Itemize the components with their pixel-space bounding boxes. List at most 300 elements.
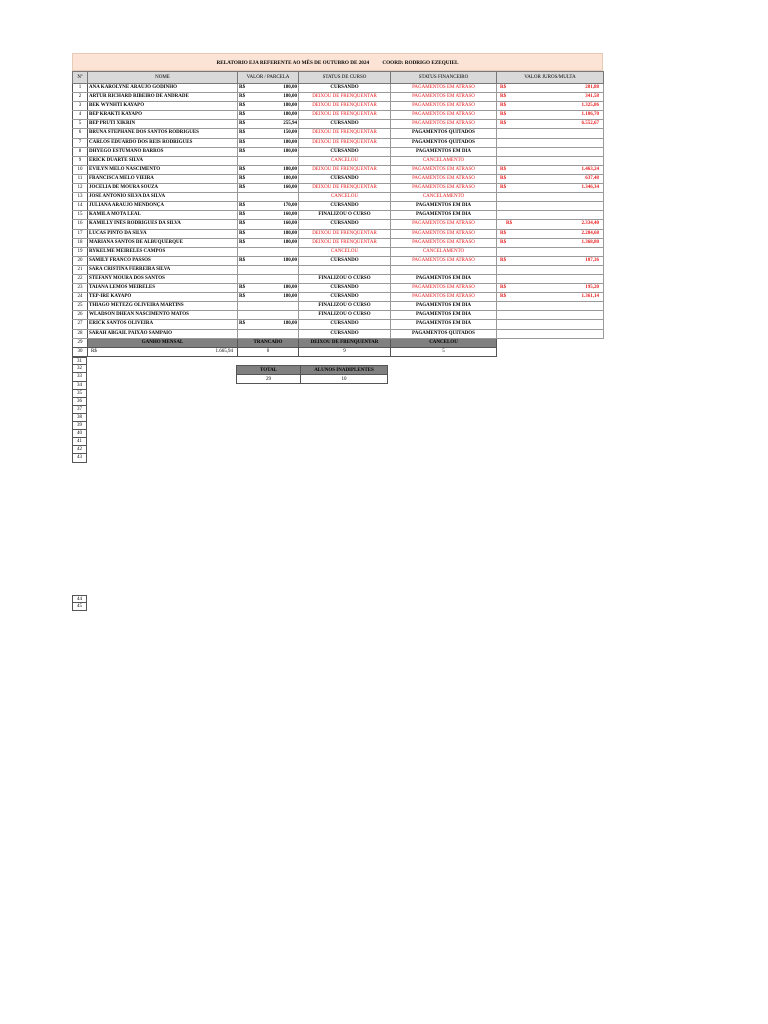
installment-value: 180,00 <box>283 139 297 145</box>
installment-currency: R$ <box>239 94 246 100</box>
fee-currency: R$ <box>500 285 507 291</box>
installment-value: 180,00 <box>283 294 297 300</box>
installment-currency: R$ <box>239 139 246 145</box>
row-number: 38 <box>72 414 87 422</box>
course-status: CURSANDO <box>299 147 391 156</box>
installment-value: 160,00 <box>283 221 297 227</box>
fee-value: 1.325,86 <box>581 103 599 109</box>
fee-cell <box>497 238 604 247</box>
fee-cell <box>497 129 604 138</box>
fee-cell <box>497 256 604 265</box>
report-sheet <box>72 53 603 357</box>
students-table <box>72 71 604 357</box>
financial-status: CANCELAMENTO <box>391 247 497 256</box>
row-number: 6 <box>73 129 88 138</box>
trancado-value: 0 <box>238 347 299 356</box>
summary-empty-cell <box>497 338 604 347</box>
fee-cell <box>497 184 604 193</box>
report-coordinator: COORD: RODRIGO EZEQUIEL <box>382 60 459 66</box>
totals-values-row <box>237 375 388 384</box>
course-status: CURSANDO <box>299 329 391 338</box>
row-number: 29 <box>73 338 88 347</box>
installment-cell <box>238 238 299 247</box>
financial-status: PAGAMENTOS EM ATRASO <box>391 229 497 238</box>
col-header-financial-status: STATUS FINANCEIRO <box>391 72 497 84</box>
fee-cell <box>497 247 604 256</box>
summary-values-row <box>73 347 604 356</box>
course-status: DEIXOU DE FRENQUENTAR <box>299 111 391 120</box>
row-number: 2 <box>73 93 88 102</box>
installment-value: 160,00 <box>283 185 297 191</box>
row-number: 4 <box>73 111 88 120</box>
installment-currency: R$ <box>239 103 246 109</box>
row-number: 40 <box>72 430 87 438</box>
student-name: BEP PRUTI XIKRIN <box>88 120 238 129</box>
row-number: 37 <box>72 406 87 414</box>
course-status: DEIXOU DE FRENQUENTAR <box>299 229 391 238</box>
financial-status: CANCELAMENTO <box>391 193 497 202</box>
totals-header-row <box>237 366 388 375</box>
course-status: FINALIZOU O CURSO <box>299 211 391 220</box>
fee-cell <box>497 111 604 120</box>
fee-cell <box>497 265 604 274</box>
row-number: 45 <box>72 603 87 611</box>
table-row <box>73 202 604 211</box>
installment-cell <box>238 102 299 111</box>
course-status: DEIXOU DE FRENQUENTAR <box>299 238 391 247</box>
course-status: DEIXOU DE FRENQUENTAR <box>299 129 391 138</box>
financial-status: PAGAMENTOS EM ATRASO <box>391 120 497 129</box>
financial-status: PAGAMENTOS EM DIA <box>391 274 497 283</box>
fee-cell <box>497 220 604 229</box>
table-row <box>73 147 604 156</box>
row-number: 43 <box>72 454 87 462</box>
row-number: 7 <box>73 138 88 147</box>
installment-currency: R$ <box>239 321 246 327</box>
fee-currency: R$ <box>506 221 513 227</box>
table-row <box>73 165 604 174</box>
student-name: LUCAS PINTO DA SILVA <box>88 229 238 238</box>
row-number: 31 <box>72 357 87 365</box>
installment-value: 180,00 <box>283 148 297 154</box>
installment-cell <box>238 329 299 338</box>
student-name: JULIANA ARAUJO MENDONÇA <box>88 202 238 211</box>
row-number: 17 <box>73 229 88 238</box>
installment-cell <box>238 320 299 329</box>
student-name: JOCELIA DE MOURA SOUZA <box>88 184 238 193</box>
row-number: 28 <box>73 329 88 338</box>
financial-status: PAGAMENTOS EM ATRASO <box>391 102 497 111</box>
trailing-row-numbers <box>72 357 87 462</box>
table-row <box>73 302 604 311</box>
installment-currency: R$ <box>239 166 246 172</box>
financial-status: PAGAMENTOS EM DIA <box>391 147 497 156</box>
row-number: 23 <box>73 284 88 293</box>
fee-cell <box>497 293 604 302</box>
fee-currency: R$ <box>500 85 507 90</box>
trancado-label: TRANCADO <box>238 338 299 347</box>
fee-value: 2.334,40 <box>581 221 599 227</box>
table-row <box>73 184 604 193</box>
fee-currency: R$ <box>500 112 507 118</box>
row-number: 18 <box>73 238 88 247</box>
student-name: WLADSON DHEAN NASCIMENTO MATOS <box>88 311 238 320</box>
installment-currency: R$ <box>239 221 246 227</box>
installment-currency: R$ <box>239 85 246 90</box>
installment-cell <box>238 129 299 138</box>
financial-status: PAGAMENTOS QUITADOS <box>391 129 497 138</box>
installment-currency: R$ <box>239 130 246 136</box>
row-number: 22 <box>73 274 88 283</box>
fee-cell <box>497 320 604 329</box>
installment-currency: R$ <box>239 175 246 181</box>
ganho-currency: R$ <box>91 348 97 354</box>
ganho-mensal-value: 1.665,94 <box>215 348 233 354</box>
installment-currency: R$ <box>239 148 246 154</box>
installment-cell <box>238 84 299 93</box>
ganho-mensal-cell <box>88 347 238 356</box>
installment-value: 180,00 <box>283 112 297 118</box>
student-name: ARTUR RICHARD RIBEIRO DE ANDRADE <box>88 93 238 102</box>
ganho-mensal-label: GANHO MENSAL <box>88 338 238 347</box>
installment-currency: R$ <box>239 239 246 245</box>
fee-cell <box>497 229 604 238</box>
table-row <box>73 274 604 283</box>
col-header-value: VALOR / PARCELA <box>238 72 299 84</box>
fee-cell <box>497 193 604 202</box>
row-number: 5 <box>73 120 88 129</box>
fee-cell <box>497 302 604 311</box>
installment-cell <box>238 202 299 211</box>
fee-value: 195,20 <box>585 285 599 291</box>
fee-currency: R$ <box>500 185 507 191</box>
installment-currency: R$ <box>239 185 246 191</box>
student-name: THIAGO METEZG OLIVEIRA MARTINS <box>88 302 238 311</box>
financial-status: PAGAMENTOS EM ATRASO <box>391 184 497 193</box>
student-name: DHYEGO ESTUMANO BARROS <box>88 147 238 156</box>
installment-cell <box>238 193 299 202</box>
row-number: 24 <box>73 293 88 302</box>
table-row <box>73 129 604 138</box>
table-row <box>73 102 604 111</box>
cancelou-label: CANCELOU <box>391 338 497 347</box>
fee-value: 201,88 <box>585 85 599 90</box>
installment-cell <box>238 284 299 293</box>
installment-currency: R$ <box>239 121 246 127</box>
installment-cell <box>238 302 299 311</box>
fee-cell <box>497 165 604 174</box>
financial-status: PAGAMENTOS EM ATRASO <box>391 111 497 120</box>
installment-value: 180,00 <box>283 175 297 181</box>
student-name: SARA CRISTINA FERREIRA SILVA <box>88 265 238 274</box>
row-number: 36 <box>72 398 87 406</box>
student-name: BEP KRAKTI KAYAPÓ <box>88 111 238 120</box>
table-row <box>73 174 604 183</box>
installment-cell <box>238 111 299 120</box>
fee-value: 1.346,34 <box>581 185 599 191</box>
financial-status: PAGAMENTOS QUITADOS <box>391 329 497 338</box>
course-status: CURSANDO <box>299 84 391 93</box>
installment-currency: R$ <box>239 112 246 118</box>
fee-cell <box>497 93 604 102</box>
course-status: FINALIZOU O CURSO <box>299 274 391 283</box>
student-name: FRANCISCA MELO VIEIRA <box>88 174 238 183</box>
table-header-row <box>73 72 604 84</box>
course-status: CURSANDO <box>299 120 391 129</box>
fee-currency: R$ <box>500 94 507 100</box>
student-name: STEFANY MOURA DOS SANTOS <box>88 274 238 283</box>
row-number: 25 <box>73 302 88 311</box>
fee-cell <box>497 274 604 283</box>
course-status: DEIXOU DE FRENQUENTAR <box>299 102 391 111</box>
installment-value: 180,00 <box>283 239 297 245</box>
course-status: DEIXOU DE FRENQUENTAR <box>299 184 391 193</box>
row-number: 8 <box>73 147 88 156</box>
course-status: CURSANDO <box>299 320 391 329</box>
fee-currency: R$ <box>500 230 507 236</box>
row-number: 9 <box>73 156 88 165</box>
installment-cell <box>238 184 299 193</box>
student-name: EVILYN MELO NASCIMENTO <box>88 165 238 174</box>
report-title: RELATORIO EJA REFERENTE AO MÊS DE OUTUBRO DE 2024 <box>216 60 370 66</box>
fee-value: 187,36 <box>585 257 599 263</box>
fee-currency: R$ <box>500 103 507 109</box>
deixou-label: DEIXOU DE FRENQUENTAR <box>299 338 391 347</box>
installment-cell <box>238 229 299 238</box>
bottom-row-numbers <box>72 595 87 611</box>
fee-cell <box>497 120 604 129</box>
financial-status: PAGAMENTOS EM DIA <box>391 302 497 311</box>
table-row <box>73 93 604 102</box>
financial-status: PAGAMENTOS EM ATRASO <box>391 93 497 102</box>
installment-cell <box>238 265 299 274</box>
course-status: CURSANDO <box>299 293 391 302</box>
row-number: 11 <box>73 174 88 183</box>
fee-currency: R$ <box>500 166 507 172</box>
student-name: SAMILY FRANCO PASSOS <box>88 256 238 265</box>
installment-currency: R$ <box>239 257 246 263</box>
col-header-course-status: STATUS DE CURSO <box>299 72 391 84</box>
course-status <box>299 265 391 274</box>
student-name: CARLOS EDUARDO DOS REIS RODRIGUES <box>88 138 238 147</box>
row-number: 27 <box>73 320 88 329</box>
course-status: DEIXOU DE FRENQUENTAR <box>299 93 391 102</box>
fee-value: 6.552,67 <box>581 121 599 127</box>
financial-status: PAGAMENTOS EM DIA <box>391 311 497 320</box>
installment-currency: R$ <box>239 203 246 209</box>
course-status: DEIXOU DE FRENQUENTAR <box>299 138 391 147</box>
row-number: 15 <box>73 211 88 220</box>
installment-cell <box>238 274 299 283</box>
student-name: ANA KAROLYNE ARAUJO GODINHO <box>88 84 238 93</box>
table-row <box>73 293 604 302</box>
fee-cell <box>497 284 604 293</box>
course-status: DEIXOU DE FRENQUENTAR <box>299 165 391 174</box>
table-row <box>73 211 604 220</box>
row-number: 35 <box>72 390 87 398</box>
student-name: TAIANA LEMOS MEIRELES <box>88 284 238 293</box>
row-number: 10 <box>73 165 88 174</box>
fee-cell <box>497 102 604 111</box>
installment-value: 180,00 <box>283 321 297 327</box>
col-header-name: NOME <box>88 72 238 84</box>
installment-currency: R$ <box>239 294 246 300</box>
financial-status: PAGAMENTOS EM ATRASO <box>391 293 497 302</box>
row-number: 21 <box>73 265 88 274</box>
installment-value: 180,00 <box>283 230 297 236</box>
fee-value: 2.284,68 <box>581 230 599 236</box>
table-row <box>73 320 604 329</box>
installment-cell <box>238 120 299 129</box>
table-row <box>73 284 604 293</box>
row-number: 19 <box>73 247 88 256</box>
student-rows <box>73 84 604 339</box>
installment-currency: R$ <box>239 212 246 218</box>
fee-value: 341,58 <box>585 94 599 100</box>
deixou-value: 9 <box>299 347 391 356</box>
cancelou-value: 5 <box>391 347 497 356</box>
fee-cell <box>497 202 604 211</box>
installment-value: 180,00 <box>283 94 297 100</box>
course-status: FINALIZOU O CURSO <box>299 311 391 320</box>
row-number: 42 <box>72 446 87 454</box>
student-name: KAMILLY INÊS RODRIGUES DA SILVA <box>88 220 238 229</box>
course-status: CURSANDO <box>299 284 391 293</box>
row-number: 32 <box>72 365 87 373</box>
fee-value: 1.361,14 <box>581 294 599 300</box>
installment-value: 255,94 <box>283 121 297 127</box>
installment-value: 180,00 <box>283 166 297 172</box>
row-number: 34 <box>72 382 87 390</box>
row-number: 26 <box>73 311 88 320</box>
installment-cell <box>238 156 299 165</box>
totals-box <box>236 365 388 384</box>
table-row <box>73 238 604 247</box>
inadimplentes-value: 10 <box>301 375 388 384</box>
course-status: CANCELOU <box>299 156 391 165</box>
financial-status: PAGAMENTOS EM ATRASO <box>391 256 497 265</box>
student-name: SARAH ABGAIL PAIXÃO SAMPAIO <box>88 329 238 338</box>
course-status: CANCELOU <box>299 193 391 202</box>
installment-cell <box>238 165 299 174</box>
financial-status: CANCELAMENTO <box>391 156 497 165</box>
table-row <box>73 265 604 274</box>
fee-value: 1.186,70 <box>581 112 599 118</box>
table-row <box>73 311 604 320</box>
installment-value: 150,00 <box>283 130 297 136</box>
table-row <box>73 247 604 256</box>
financial-status: PAGAMENTOS EM ATRASO <box>391 84 497 93</box>
course-status: CURSANDO <box>299 220 391 229</box>
fee-value: 1.368,80 <box>581 239 599 245</box>
row-number: 14 <box>73 202 88 211</box>
student-name: ERICK DUARTE SILVA <box>88 156 238 165</box>
row-number: 39 <box>72 422 87 430</box>
table-row <box>73 84 604 93</box>
fee-cell <box>497 311 604 320</box>
fee-currency: R$ <box>500 121 507 127</box>
financial-status: PAGAMENTOS EM DIA <box>391 202 497 211</box>
installment-cell <box>238 138 299 147</box>
fee-currency: R$ <box>500 175 507 181</box>
installment-cell <box>238 147 299 156</box>
table-row <box>73 220 604 229</box>
financial-status <box>391 265 497 274</box>
course-status: CANCELOU <box>299 247 391 256</box>
installment-value: 180,00 <box>283 257 297 263</box>
installment-cell <box>238 311 299 320</box>
table-row <box>73 156 604 165</box>
row-number: 20 <box>73 256 88 265</box>
installment-value: 180,00 <box>283 85 297 90</box>
installment-cell <box>238 293 299 302</box>
row-number: 44 <box>72 595 87 603</box>
fee-cell <box>497 211 604 220</box>
fee-value: 1.463,24 <box>581 166 599 172</box>
financial-status: PAGAMENTOS QUITADOS <box>391 138 497 147</box>
student-name: MARIANA SANTOS DE ALBUQUERQUE <box>88 238 238 247</box>
table-row <box>73 138 604 147</box>
row-number: 33 <box>72 373 87 381</box>
student-name: JOSE ANTONIO SILVA DA SILVA <box>88 193 238 202</box>
course-status: FINALIZOU O CURSO <box>299 302 391 311</box>
fee-cell <box>497 329 604 338</box>
table-row <box>73 256 604 265</box>
table-row <box>73 329 604 338</box>
course-status: CURSANDO <box>299 202 391 211</box>
installment-cell <box>238 93 299 102</box>
installment-cell <box>238 174 299 183</box>
financial-status: PAGAMENTOS EM ATRASO <box>391 174 497 183</box>
fee-cell <box>497 147 604 156</box>
table-row <box>73 120 604 129</box>
financial-status: PAGAMENTOS EM ATRASO <box>391 220 497 229</box>
summary-empty-cell <box>497 347 604 356</box>
installment-value: 180,00 <box>283 103 297 109</box>
col-header-num: Nº <box>73 72 88 84</box>
inadimplentes-label: ALUNOS INADIPLENTES <box>301 366 388 375</box>
table-row <box>73 111 604 120</box>
course-status: CURSANDO <box>299 174 391 183</box>
installment-cell <box>238 247 299 256</box>
installment-value: 180,00 <box>283 285 297 291</box>
installment-currency: R$ <box>239 230 246 236</box>
report-title-bar <box>72 53 603 71</box>
financial-status: PAGAMENTOS EM DIA <box>391 211 497 220</box>
financial-status: PAGAMENTOS EM DIA <box>391 320 497 329</box>
fee-cell <box>497 138 604 147</box>
fee-cell <box>497 156 604 165</box>
fee-currency: R$ <box>500 294 507 300</box>
table-row <box>73 193 604 202</box>
row-number: 16 <box>73 220 88 229</box>
student-name: BEK WYNHTI KAYAPÓ <box>88 102 238 111</box>
course-status: CURSANDO <box>299 256 391 265</box>
row-number: 41 <box>72 438 87 446</box>
fee-currency: R$ <box>500 257 507 263</box>
fee-currency: R$ <box>500 239 507 245</box>
row-number: 12 <box>73 184 88 193</box>
fee-value: 637,48 <box>585 175 599 181</box>
installment-cell <box>238 220 299 229</box>
student-name: TEP-IRE KAYAPÓ <box>88 293 238 302</box>
installment-currency: R$ <box>239 285 246 291</box>
student-name: ERICK SANTOS OLIVEIRA <box>88 320 238 329</box>
table-row <box>73 229 604 238</box>
total-value: 29 <box>237 375 301 384</box>
student-name: RYKELME MEIRELES CAMPOS <box>88 247 238 256</box>
fee-cell <box>497 84 604 93</box>
